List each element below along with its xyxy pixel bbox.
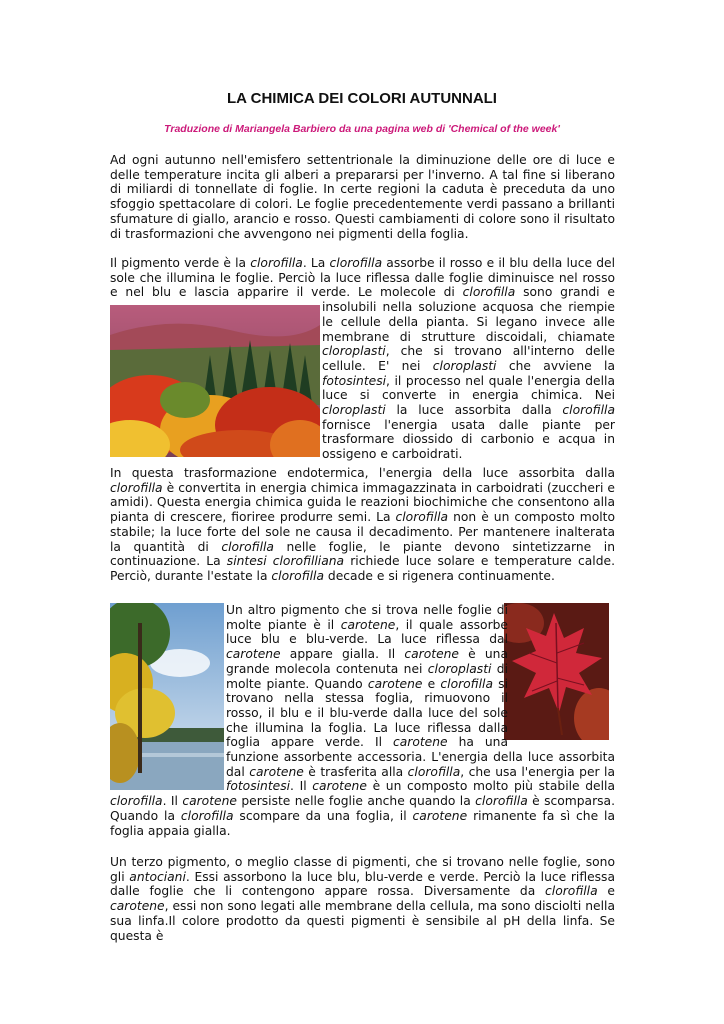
paragraph-chlorophyll: Il pigmento verde è la clorofilla. La clorofilla assorbe il rosso e il blu della luce del sole che illumina le foglie. Perciò la luce riflessa dalle foglie diminuisce nel rosso e nel blu e lascia apparire il verde. Le molecole di clorofilla sono grandi e insolubili nella soluzione acquosa che riempie le cellule della pianta. Si legano invece alle membrane di strutture discoidali, chiamate cloroplasti, che si trovano all'interno delle cellule. E' nei cloroplasti che avviene la fotosintesi, il processo nel quale l'energia della luce si converte in energia chimica. Nei cloroplasti la luce assorbita dalla clorofilla fornisce l'energia usata dalle piante per trasformare diossido di carbonio e acqua in ossigeno e carboidrati. — [110, 256, 616, 462]
paragraph-intro: Ad ogni autunno nell'emisfero settentrionale la diminuzione delle ore di luce e delle temperature incita gli alberi a prepararsi per l'inverno. A tal fine si liberano di miliardi di tonnellate di foglie. In certe regioni la caduta è preceduta da uno sfoggio spettacolare di colori. Le foglie precedentemente verdi passano a brillanti sfumature di giallo, arancio e rosso. Questi cambiamenti di colore sono il risultato di trasformazioni che avvengono nei pigmenti della foglia. — [110, 153, 615, 241]
paragraph-endothermic: In questa trasformazione endotermica, l'energia della luce assorbita dalla clorofilla è convertita in energia chimica immagazzinata in carboidrati (zuccheri e amidi). Questa energia chimica guida le reazioni biochimiche che consentono alla pianta di crescere, fioriree produrre semi. La clorofilla non è un composto molto stabile; la luce forte del sole ne causa il decadimento. Per mantenere inalterata la quantità di clorofilla nelle foglie, le piante devono sintetizzarne in continuazione. La sintesi clorofilliana richiede luce solare e temperature calde. Perciò, durante l'estate la clorofilla decade e si rigenera continuamente. — [110, 466, 615, 583]
page-subtitle: Traduzione di Mariangela Barbiero da una pagina web di 'Chemical of the week' — [164, 123, 560, 135]
paragraph-carotene: Un altro pigmento che si trova nelle foglie di molte piante è il carotene, il quale assorbe luce blu e blu-verde. La luce riflessa dal carotene appare gialla. Il carotene è una grande molecola contenuta nei cloroplasti di molte piante. Quando carotene e clorofilla si trovano nella stessa foglia, rimuovono il rosso, il blu e il blu-verde dalla luce del sole che illumina la foglia. La luce riflessa dalla foglia appare verde. Il carotene ha una funzione assorbente accessoria. L'energia della luce assorbita dal carotene è trasferita alla clorofilla, che usa l'energia per la fotosintesi. Il carotene è un composto molto più stabile della clorofilla. Il carotene persiste nelle foglie anche quando la clorofilla è scomparsa. Quando la clorofilla scompare da una foglia, il carotene rimanente fa sì che la foglia appaia gialla. — [110, 603, 615, 838]
image-float-spacer — [110, 300, 322, 450]
leaf-float-spacer — [508, 603, 615, 741]
paragraph-anthocyanins: Un terzo pigmento, o meglio classe di pigmenti, che si trovano nelle foglie, sono gli antociani. Essi assorbono la luce blu, blu-verde e verde. Perciò la luce riflessa dalle foglie che li contengono appare rossa. Diversamente da clorofilla e carotene, essi non sono legati alle membrane della cellula, ma sono disciolti nella sua linfa.Il colore prodotto da questi pigmenti è sensibile al pH della linfa. Se questa è — [110, 855, 615, 943]
lake-float-spacer — [110, 603, 226, 790]
page-title: LA CHIMICA DEI COLORI AUTUNNALI — [227, 90, 497, 107]
